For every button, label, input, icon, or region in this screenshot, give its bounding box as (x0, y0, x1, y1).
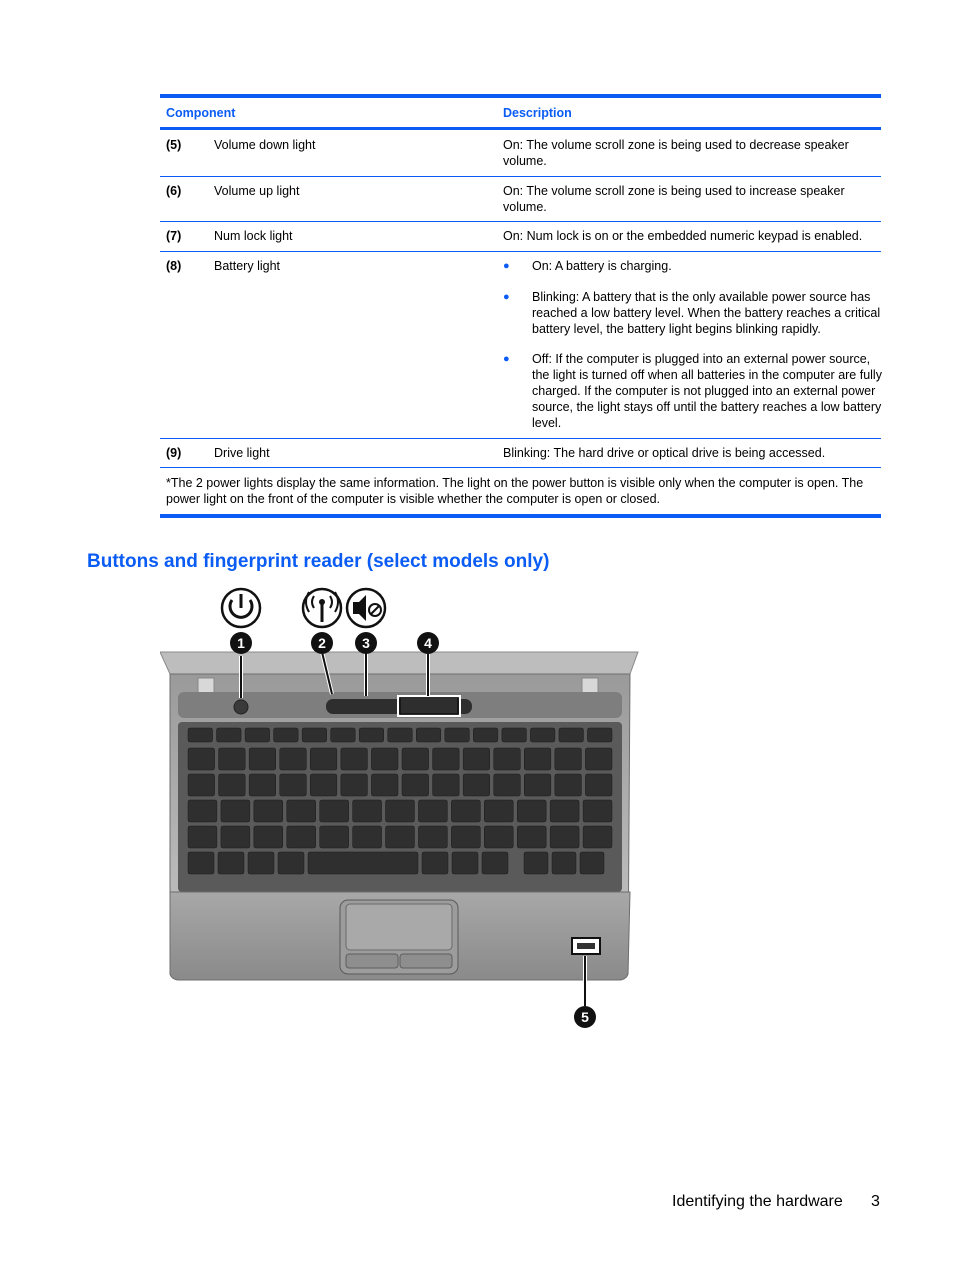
keyboard-key (188, 774, 215, 796)
row-description: On: The volume scroll zone is being used to increase speaker volume. (503, 184, 845, 214)
row-component: Num lock light (214, 229, 293, 243)
laptop-illustration (160, 586, 640, 1036)
bullet-icon: ● (503, 353, 510, 365)
keyboard-key (308, 852, 418, 874)
row-description: On: Num lock is on or the embedded numeric keypad is enabled. (503, 229, 863, 243)
keyboard-key (484, 800, 513, 822)
keyboard-key (559, 728, 584, 742)
row-component: Volume up light (214, 184, 300, 198)
keyboard-key (502, 728, 527, 742)
keyboard-key (416, 728, 441, 742)
bullet-text: On: A battery is charging. (532, 259, 672, 273)
header-description: Description (503, 106, 572, 120)
keyboard-key (494, 774, 521, 796)
table-top-rule (160, 94, 881, 98)
keyboard-key (371, 748, 398, 770)
wireless-icon (303, 589, 341, 627)
keyboard-key (248, 852, 274, 874)
row-divider (160, 467, 881, 468)
keyboard-key (550, 800, 579, 822)
row-number: (7) (166, 229, 182, 243)
row-number: (9) (166, 446, 182, 460)
keyboard-key (555, 774, 582, 796)
row-component: Battery light (214, 259, 281, 273)
keyboard-key (463, 774, 490, 796)
keyboard-key (287, 826, 316, 848)
keyboard-key (310, 774, 337, 796)
keyboard-key (524, 852, 548, 874)
keyboard-key (320, 826, 349, 848)
svg-text:4: 4 (424, 635, 432, 651)
row-divider (160, 251, 881, 252)
keyboard-key (219, 748, 246, 770)
callout-2 (311, 632, 333, 654)
keyboard-key (254, 800, 283, 822)
row-number: (5) (166, 138, 182, 152)
row-divider (160, 176, 881, 177)
keyboard-key (585, 774, 612, 796)
keyboard-key (583, 800, 612, 822)
keyboard-key (188, 728, 213, 742)
keyboard-key (452, 852, 478, 874)
keyboard-key (494, 748, 521, 770)
keyboard-key (517, 800, 546, 822)
keyboard-key (585, 748, 612, 770)
callout-3 (355, 632, 377, 654)
keyboard-key (445, 728, 470, 742)
row-component: Volume down light (214, 138, 316, 152)
bullet-text: Blinking: A battery that is the only available power source has reached a low battery level. When the battery reaches a critical battery level, the battery light begins blinking rapidly. (532, 290, 881, 336)
footer-section-title: Identifying the hardware (672, 1193, 843, 1210)
keyboard-key (530, 728, 555, 742)
keyboard-key (221, 826, 250, 848)
keyboard-key (552, 852, 576, 874)
keyboard-key (473, 728, 498, 742)
keyboard-key (463, 748, 490, 770)
keyboard-key (524, 748, 551, 770)
bullet-icon: ● (503, 291, 510, 303)
keyboard-key (249, 774, 276, 796)
keyboard-key (386, 826, 415, 848)
laptop-figure (160, 586, 640, 1036)
keyboard-key (219, 774, 246, 796)
keyboard-key (254, 826, 283, 848)
section-heading: Buttons and fingerprint reader (select models only) (87, 551, 550, 572)
table-bottom-rule (160, 514, 881, 518)
keyboard-key (188, 826, 217, 848)
keyboard-key (524, 774, 551, 796)
keyboard-key (422, 852, 448, 874)
callout-4 (417, 632, 439, 654)
row-divider (160, 438, 881, 439)
keyboard-key (310, 748, 337, 770)
keyboard-key (280, 774, 307, 796)
keyboard-key (550, 826, 579, 848)
keyboard-key (580, 852, 604, 874)
keyboard-key (386, 800, 415, 822)
keyboard-key (341, 774, 368, 796)
keyboard-key (274, 728, 299, 742)
keyboard-key (587, 728, 612, 742)
keyboard-key (482, 852, 508, 874)
keyboard-key (583, 826, 612, 848)
keyboard-key (245, 728, 270, 742)
keyboard-key (418, 800, 447, 822)
keyboard-key (484, 826, 513, 848)
keyboard-key (280, 748, 307, 770)
keyboard-key (418, 826, 447, 848)
keyboard-key (388, 728, 413, 742)
keyboard-key (218, 852, 244, 874)
keyboard-key (188, 800, 217, 822)
keyboard-key (188, 748, 215, 770)
mute-icon (347, 589, 385, 627)
keyboard-key (341, 748, 368, 770)
header-rule (160, 127, 881, 130)
keyboard-key (517, 826, 546, 848)
svg-text:1: 1 (237, 635, 245, 651)
keyboard-key (433, 748, 460, 770)
table-footnote: *The 2 power lights display the same information. The light on the power button is visible only when the computer is open. The power light on the front of the computer is visible whether the computer is open or closed. (166, 476, 864, 506)
bullet-icon: ● (503, 260, 510, 272)
row-number: (8) (166, 259, 182, 273)
keyboard-key (402, 774, 429, 796)
row-description: Blinking: The hard drive or optical drive is being accessed. (503, 446, 826, 460)
keyboard-key (217, 728, 242, 742)
keyboard-key (249, 748, 276, 770)
keyboard-key (353, 800, 382, 822)
callout-1 (230, 632, 252, 654)
keyboard-key (287, 800, 316, 822)
svg-text:3: 3 (362, 635, 370, 651)
keyboard-key (302, 728, 327, 742)
power-button (234, 700, 248, 714)
page-number: 3 (871, 1193, 880, 1210)
row-component: Drive light (214, 446, 270, 460)
keyboard-key (371, 774, 398, 796)
keyboard-key (359, 728, 384, 742)
row-divider (160, 221, 881, 222)
keyboard-key (221, 800, 250, 822)
keyboard-key (433, 774, 460, 796)
svg-text:5: 5 (581, 1009, 589, 1025)
power-icon (222, 589, 260, 627)
keyboard-key (402, 748, 429, 770)
callout-5 (574, 1006, 596, 1028)
keyboard-key (451, 800, 480, 822)
svg-text:2: 2 (318, 635, 326, 651)
row-description: On: The volume scroll zone is being used to decrease speaker volume. (503, 138, 849, 168)
row-number: (6) (166, 184, 182, 198)
keyboard-key (188, 852, 214, 874)
bullet-text: Off: If the computer is plugged into an external power source, the light is turned off when all batteries in the computer are fully charged. If the computer is not plugged into an external power source, the light stays off until the battery reaches a low battery level. (532, 352, 882, 430)
keyboard-key (353, 826, 382, 848)
keyboard-key (555, 748, 582, 770)
header-component: Component (166, 106, 236, 120)
keyboard-key (331, 728, 356, 742)
keyboard-key (278, 852, 304, 874)
keyboard-key (320, 800, 349, 822)
keyboard-key (451, 826, 480, 848)
